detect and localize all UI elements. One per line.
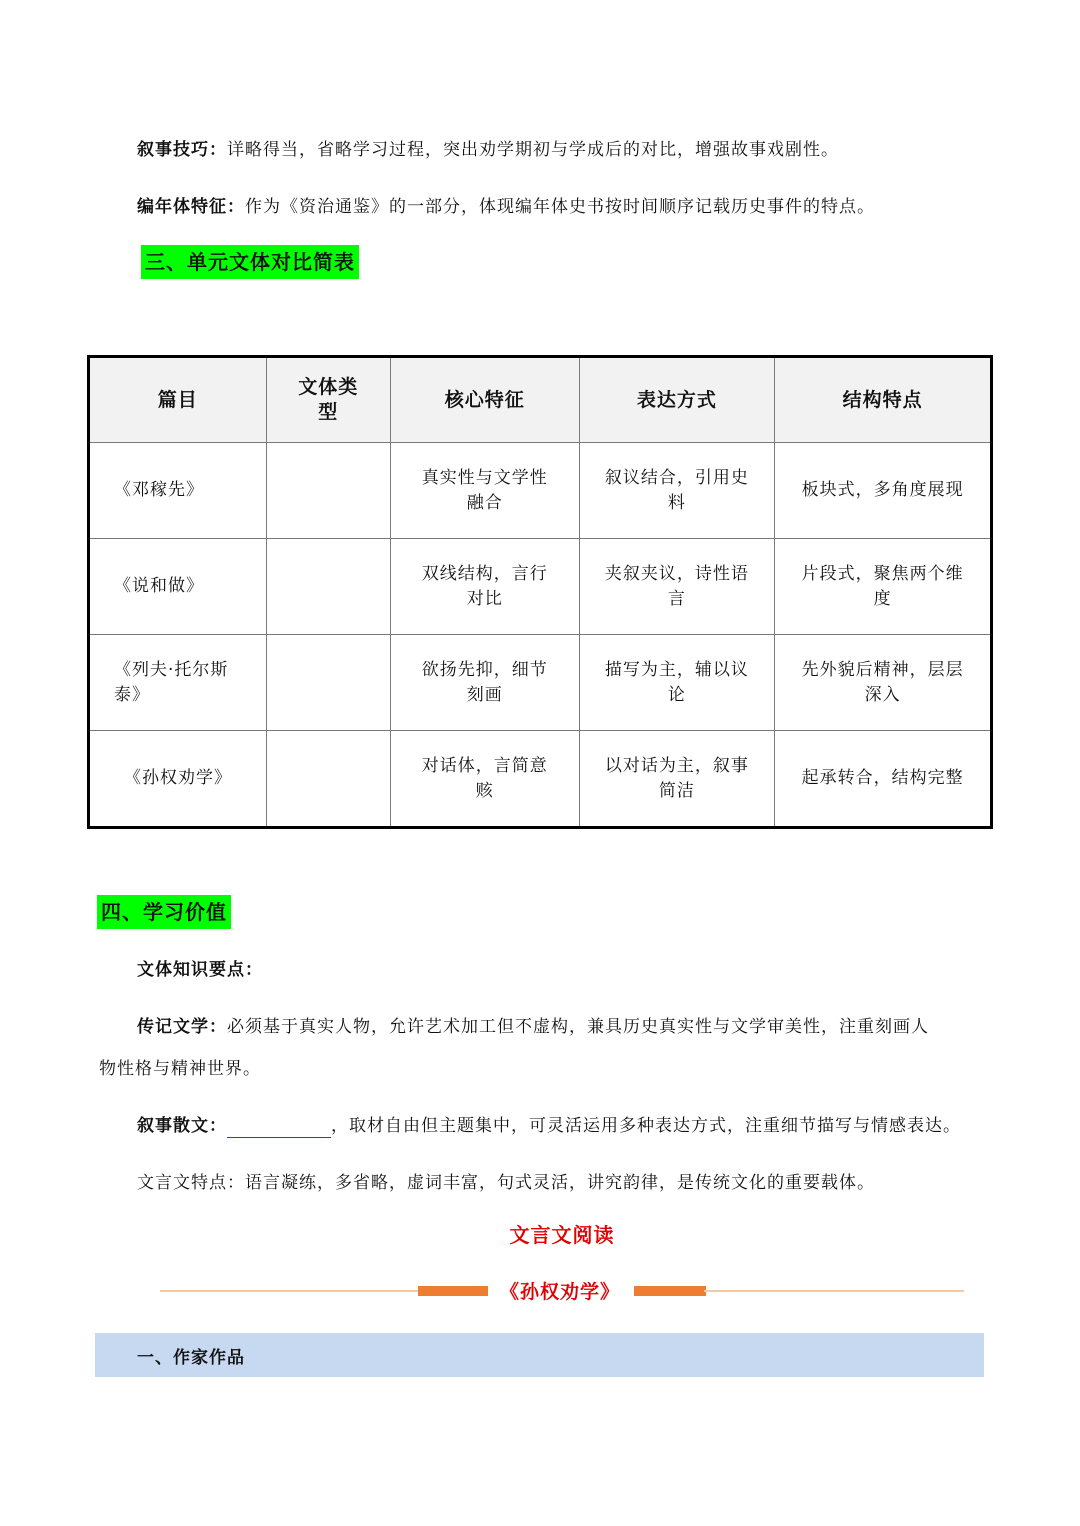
section-heading-3: 三、单元文体对比简表 [141,245,359,279]
cell-genre [266,635,390,731]
header-genre: 文体类型 [266,357,390,443]
cell-structure: 先外貌后精神，层层深入 [775,635,992,731]
cell-genre [266,443,390,539]
annals-feature-paragraph [137,195,875,219]
biography-paragraph [137,1015,929,1039]
annals-feature-text: 作为《资治通鉴》的一部分，体现编年体史书按时间顺序记载历史事件的特点。 [245,197,875,217]
cell-title: 《孙权劝学》 [89,731,267,828]
cell-title: 《说和做》 [89,539,267,635]
cell-expression: 以对话为主，叙事简洁 [579,731,775,828]
biography-sep: ： [209,1017,227,1037]
narrative-prose-paragraph [137,1114,961,1138]
cell-structure: 板块式，多角度展现 [775,443,992,539]
narrative-prose-label: 叙事散文 [137,1116,209,1136]
cell-expression: 描写为主，辅以议论 [579,635,775,731]
cell-genre [266,539,390,635]
annals-feature-label: 编年体特征 [137,197,227,217]
cell-expression: 夹叙夹议，诗性语言 [579,539,775,635]
table-row [89,635,992,731]
section-author-works-title: 一、作家作品 [137,1348,245,1368]
cell-title: 《邓稼先》 [89,443,267,539]
cell-core: 真实性与文学性融合 [390,443,579,539]
narrative-technique-text: 详略得当，省略学习过程，突出劝学期初与学成后的对比，增强故事戏剧性。 [227,140,839,160]
header-structure: 结构特点 [775,357,992,443]
divider-line-left [160,1290,420,1292]
biography-label: 传记文学 [137,1017,209,1037]
fill-in-blank[interactable] [227,1119,331,1138]
cell-core: 对话体，言简意赅 [390,731,579,828]
divider-line-right [704,1290,964,1292]
classical-reading-title: 文言文阅读 [509,1223,615,1247]
table-header-row [89,357,992,443]
cell-genre [266,731,390,828]
cell-structure: 起承转合，结构完整 [775,731,992,828]
narrative-prose-sep: ： [209,1116,227,1136]
table-row [89,443,992,539]
cell-core: 双线结构，言行对比 [390,539,579,635]
table-row [89,539,992,635]
section-band [95,1333,984,1377]
genre-comparison-table [87,355,993,829]
narrative-technique-sep: ： [209,140,227,160]
biography-paragraph-cont: 物性格与精神世界。 [99,1059,261,1079]
header-title: 篇目 [89,357,267,443]
cell-expression: 叙议结合，引用史料 [579,443,775,539]
narrative-technique-paragraph [137,138,839,162]
knowledge-points-title: 文体知识要点： [137,960,263,980]
lesson-title: 《孙权劝学》 [499,1281,620,1303]
divider-bar-right [634,1286,706,1296]
biography-text: 必须基于真实人物，允许艺术加工但不虚构，兼具历史真实性与文学审美性，注重刻画人 [227,1017,929,1037]
cell-title: 《列夫·托尔斯泰》 [89,635,267,731]
classical-features-paragraph: 文言文特点：语言凝练，多省略，虚词丰富，句式灵活，讲究韵律，是传统文化的重要载体。 [137,1173,875,1193]
table-row [89,731,992,828]
section-heading-4: 四、学习价值 [97,895,231,929]
narrative-prose-text: ，取材自由但主题集中，可灵活运用多种表达方式，注重细节描写与情感表达。 [331,1116,961,1136]
header-core: 核心特征 [390,357,579,443]
annals-feature-sep: ： [227,197,245,217]
cell-structure: 片段式，聚焦两个维度 [775,539,992,635]
cell-core: 欲扬先抑，细节刻画 [390,635,579,731]
divider-bar-left [418,1286,488,1296]
narrative-technique-label: 叙事技巧 [137,140,209,160]
header-expression: 表达方式 [579,357,775,443]
